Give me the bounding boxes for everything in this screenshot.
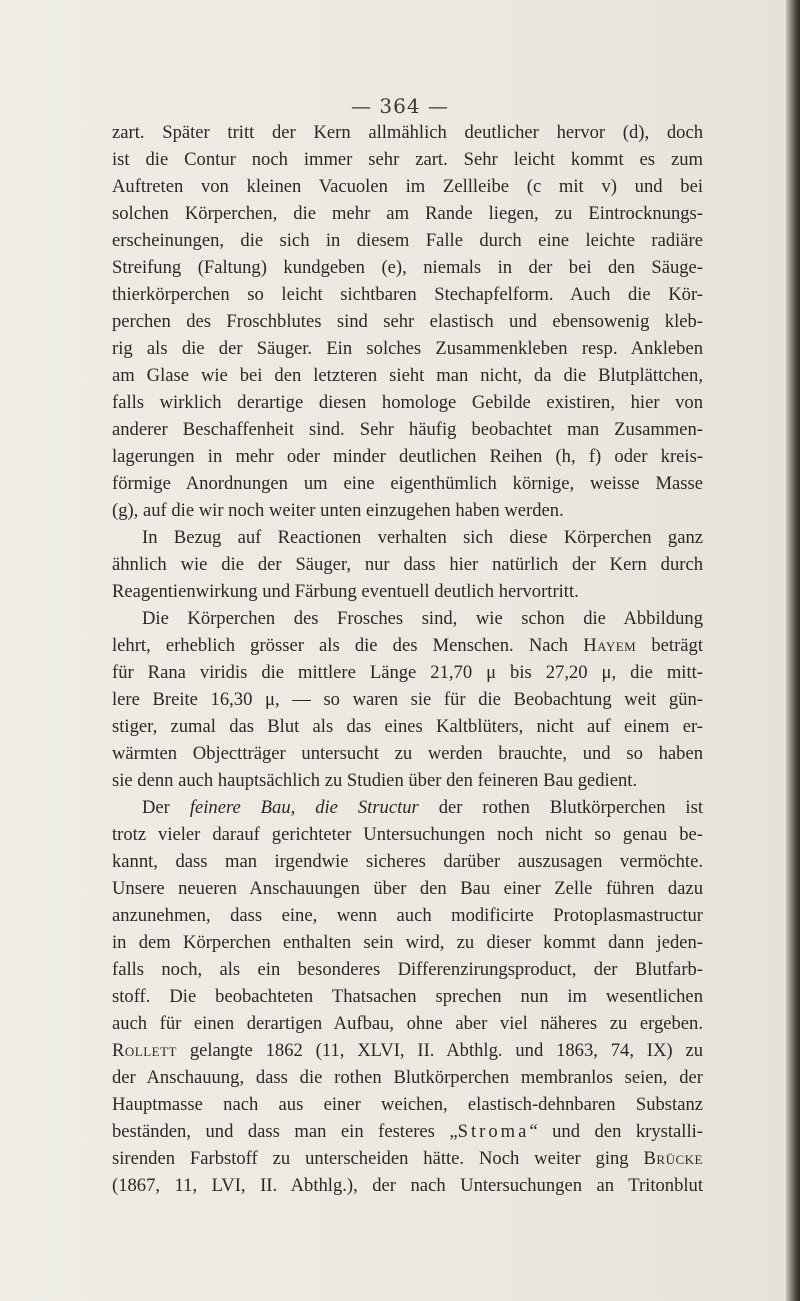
text-line: Rollett gelangte 1862 (11, XLVI, II. Abthlg. und 1863, 74, IX) zu bbox=[112, 1040, 703, 1061]
text-line: stoff. Die beobachteten Thatsachen sprechen nun im wesentlichen bbox=[112, 986, 703, 1007]
text-line: Streifung (Faltung) kundgeben (e), niemals in der bei den Säuge- bbox=[112, 257, 703, 278]
text-line: ist die Contur noch immer sehr zart. Sehr leicht kommt es zum bbox=[112, 149, 703, 170]
text-line: anzunehmen, dass eine, wenn auch modificirte Protoplasmastructur bbox=[112, 905, 703, 926]
text-line: Unsere neueren Anschauungen über den Bau einer Zelle führen dazu bbox=[112, 878, 703, 899]
text-line: Der feinere Bau, die Structur der rothen Blutkörperchen ist bbox=[142, 797, 703, 818]
text-line: anderer Beschaffenheit sind. Sehr häufig beobachtet man Zusammen- bbox=[112, 419, 703, 440]
text-line: in dem Körperchen enthalten sein wird, zu dieser kommt dann jeden- bbox=[112, 932, 703, 953]
text-line: lere Breite 16,30 μ, — so waren sie für die Beobachtung weit gün- bbox=[112, 689, 703, 710]
text-line: trotz vieler darauf gerichteter Untersuchungen noch nicht so genau be- bbox=[112, 824, 703, 845]
text-line: (1867, 11, LVI, II. Abthlg.), der nach Untersuchungen an Tritonblut bbox=[112, 1175, 703, 1196]
page-edge-shadow bbox=[786, 0, 800, 1301]
text-line: In Bezug auf Reactionen verhalten sich diese Körperchen ganz bbox=[142, 527, 703, 548]
text-line: wärmten Objectträger untersucht zu werden brauchte, und so haben bbox=[112, 743, 703, 764]
text-line: auch für einen derartigen Aufbau, ohne aber viel näheres zu ergeben. bbox=[112, 1013, 703, 1034]
text-line: beständen, und dass man ein festeres „Stroma“ und den krystalli- bbox=[112, 1121, 703, 1142]
text-line: Auftreten von kleinen Vacuolen im Zellleibe (c mit v) und bei bbox=[112, 176, 703, 197]
text-line: solchen Körperchen, die mehr am Rande liegen, zu Eintrocknungs- bbox=[112, 203, 703, 224]
text-line: (g), auf die wir noch weiter unten einzugehen haben werden. bbox=[112, 500, 564, 521]
text-line: lehrt, erheblich grösser als die des Menschen. Nach Hayem beträgt bbox=[112, 635, 703, 656]
text-line: stiger, zumal das Blut als das eines Kaltblüters, nicht auf einem er- bbox=[112, 716, 703, 737]
text-line: rig als die der Säuger. Ein solches Zusammenkleben resp. Ankleben bbox=[112, 338, 703, 359]
text-line: falls noch, als ein besonderes Differenzirungsproduct, der Blutfarb- bbox=[112, 959, 703, 980]
text-line: Reagentienwirkung und Färbung eventuell deutlich hervortritt. bbox=[112, 581, 579, 602]
text-line: für Rana viridis die mittlere Länge 21,70 μ bis 27,20 μ, die mitt- bbox=[112, 662, 703, 683]
text-line: thierkörperchen so leicht sichtbaren Stechapfelform. Auch die Kör- bbox=[112, 284, 703, 305]
text-line: förmige Anordnungen um eine eigenthümlich körnige, weisse Masse bbox=[112, 473, 703, 494]
text-line: kannt, dass man irgendwie sicheres darüber auszusagen vermöchte. bbox=[112, 851, 703, 872]
text-line: der Anschauung, dass die rothen Blutkörperchen membranlos seien, der bbox=[112, 1067, 703, 1088]
text-line: Die Körperchen des Frosches sind, wie schon die Abbildung bbox=[142, 608, 703, 629]
text-line: lagerungen in mehr oder minder deutlichen Reihen (h, f) oder kreis- bbox=[112, 446, 703, 467]
text-line: Hauptmasse nach aus einer weichen, elastisch-dehnbaren Substanz bbox=[112, 1094, 703, 1115]
text-line: erscheinungen, die sich in diesem Falle durch eine leichte radiäre bbox=[112, 230, 703, 251]
text-line: ähnlich wie die der Säuger, nur dass hier natürlich der Kern durch bbox=[112, 554, 703, 575]
page-number: — 364 — bbox=[351, 94, 449, 118]
text-line: falls wirklich derartige diesen homologe Gebilde existiren, hier von bbox=[112, 392, 703, 413]
text-line: sirenden Farbstoff zu unterscheiden hätte. Noch weiter ging Brücke bbox=[112, 1148, 703, 1169]
body-text bbox=[112, 119, 703, 1199]
text-line: zart. Später tritt der Kern allmählich deutlicher hervor (d), doch bbox=[112, 122, 703, 143]
text-line: perchen des Froschblutes sind sehr elastisch und ebensowenig kleb- bbox=[112, 311, 703, 332]
text-line: sie denn auch hauptsächlich zu Studien über den feineren Bau gedient. bbox=[112, 770, 638, 791]
text-line: am Glase wie bei den letzteren sieht man nicht, da die Blutplättchen, bbox=[112, 365, 703, 386]
